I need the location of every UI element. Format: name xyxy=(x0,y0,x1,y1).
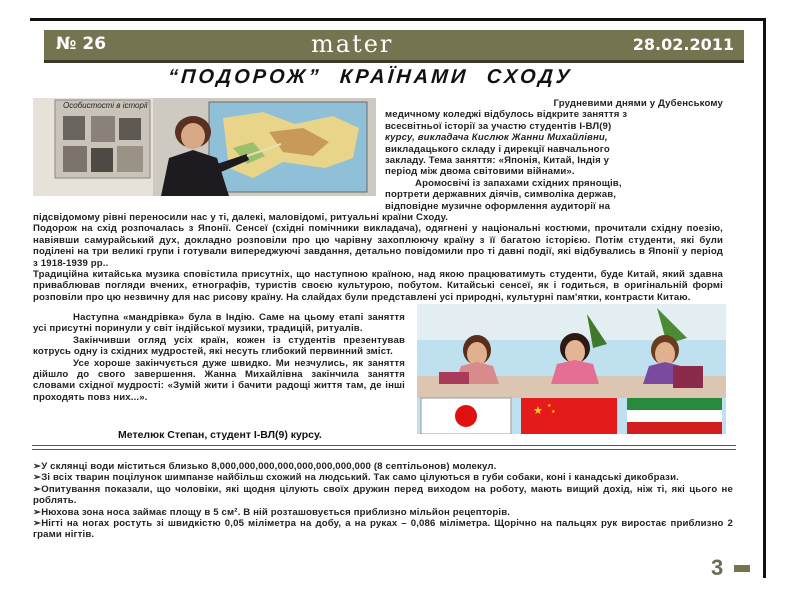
arrow-icon: ➢ xyxy=(33,472,42,484)
facts-list xyxy=(33,461,733,541)
article-author: Метелюк Степан, студент І-ВЛ(9) курсу. xyxy=(118,429,322,441)
fact-item: ➢Опитування показали, що чоловіки, які щодня цілують своїх дружин перед виходом на роботу, мають вищий дохід, ніж ті, які цього не роблять. xyxy=(33,483,733,507)
article-body-full xyxy=(33,212,723,303)
svg-text:★: ★ xyxy=(533,404,543,417)
arrow-icon: ➢ xyxy=(33,483,42,495)
presenters-photo xyxy=(417,304,726,434)
arrow-icon: ➢ xyxy=(33,518,42,530)
classroom-photo xyxy=(33,98,376,196)
poster-caption: Особистості в історії xyxy=(63,101,148,110)
page-number-bar xyxy=(734,565,750,572)
paragraph: Закінчивши огляд усіх країн, кожен із студентів презентував котрусь одну із східних мудростей, які несуть глибокий первинний зміст. xyxy=(33,334,405,358)
article-body-left xyxy=(33,312,405,403)
fact-item: ➢У склянці води міститься близько 8,000,000,000,000,000,000,000,000 (8 септільонов) молекул. xyxy=(33,461,497,472)
fact-item: ➢Зі всіх тварин поцілунок шимпанзе найбільш схожий на людський. Так само цілуються в губи собаки, коні і канадські дикобрази. xyxy=(33,472,679,484)
svg-text:★: ★ xyxy=(551,409,556,415)
page-header xyxy=(44,30,744,63)
photo-lecturer-at-map xyxy=(33,98,376,196)
fact-item: ➢Нігті на ногах ростуть зі швидкістю 0,05 міліметра на добу, а на руках – 0,086 міліметра. Щорічно на пальцях рук виростає приблизно 2 грами нігтів. xyxy=(33,518,733,541)
separator xyxy=(32,445,736,446)
intro-text xyxy=(385,98,723,212)
separator xyxy=(32,449,736,450)
magazine-name: mater xyxy=(311,30,394,58)
intro-line: викладацького складу і дирекції навчального xyxy=(385,143,610,155)
intro-line: період між двома світовими війнами». xyxy=(385,166,575,178)
intro-line: медичному коледжі відбулось відкрите заняття з xyxy=(385,109,628,121)
article-title: “ПОДОРОЖ” КРАЇНАМИ СХОДУ xyxy=(167,66,574,88)
photo-presenters-with-flags xyxy=(417,304,726,434)
paragraph: підсвідомому рівні переносили нас у ті, далекі, маловідомі, ритуальні країни Сходу. xyxy=(33,212,449,223)
arrow-icon: ➢ xyxy=(33,461,42,472)
issue-date: 28.02.2011 xyxy=(632,35,734,54)
intro-line: всесвітньої історії за участю студентів І-ВЛ(9) xyxy=(385,120,612,132)
paragraph: Традиційна китайська музика сповістила присутніх, що наступною країною, над якою працюватимуть студенти, буде Китай, який здавна приваблював погляди вчених, етнографів, туристів своєю культурою, побутом. Китайські сенсеї, як і годиться, в оригінальній формі розповіли про цю незвичну для нас рисову країну. На слайдах були представлені усі природні, культурні пам'ятки, контрасти Китаю. xyxy=(33,269,723,303)
right-border xyxy=(763,18,766,578)
page-number: 3 xyxy=(711,555,724,580)
svg-text:★: ★ xyxy=(547,403,552,409)
paragraph: Наступна «мандрівка» була в Індію. Саме на цьому етапі заняття усі присутні поринули у світ індійської музики, традицій, ритуалів. xyxy=(33,312,405,335)
arrow-icon: ➢ xyxy=(33,506,42,518)
top-border xyxy=(30,18,766,21)
intro-line: Аромосвічі із запахами східних прянощів, xyxy=(415,177,622,189)
intro-line: відповідне музичне оформлення аудиторії на xyxy=(385,200,611,212)
intro-line: Грудневими днями у Дубенському xyxy=(553,98,723,109)
intro-line: закладу. Тема заняття: «Японія, Китай, Індія у xyxy=(385,155,610,167)
paragraph: Усе хороше закінчується дуже швидко. Ми незчулись, як заняття дійшло до свого завершення. Жанна Михайлівна закінчила заняття словами східної мудрості: «Зумій жити і бачити радощі життя там, де інші проходять повз них...». xyxy=(33,357,405,403)
paragraph: Подорож на схід розпочалась з Японії. Сенсеї (східні помічники викладача), одягнені у національні костюми, прочитали східну поезію, навіявши самурайський дух, докладно розповіли про цю чарівну захоплюючу країну з її багатою історією. Потім студенти, які були поділені на три великі групи і готували випереджуючі завдання, детально повідомили про ті давні події, які відбувались в Японії у період з 1918-1939 рр.. xyxy=(33,223,723,269)
fact-item: ➢Нюхова зона носа займає площу в 5 см². В ній розташовується приблизно мільйон рецепторів. xyxy=(33,506,511,518)
issue-number: № 26 xyxy=(56,34,107,54)
intro-line: портрети державних діячів, символіка держав, xyxy=(385,189,617,201)
intro-line: курсу, викладача Кислюк Жанни Михайлівни, xyxy=(385,132,608,144)
